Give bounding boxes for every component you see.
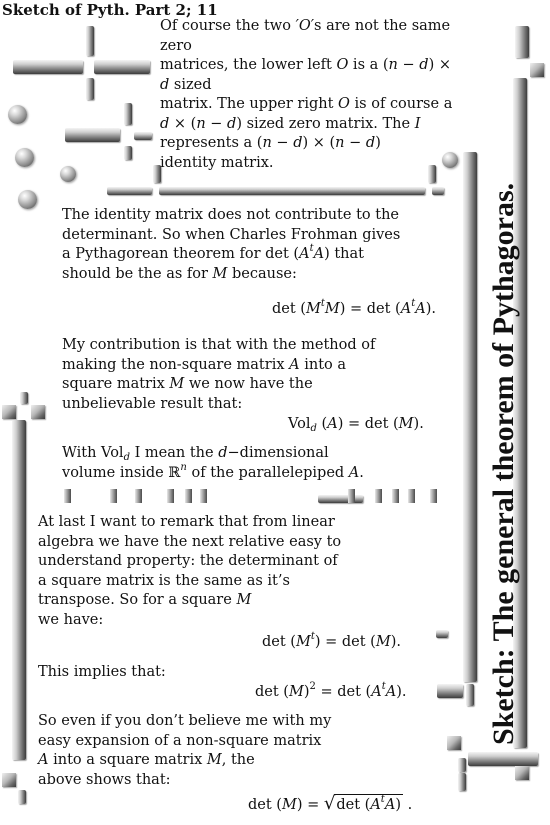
- decor-bar: [468, 752, 538, 766]
- decor-bar: [124, 146, 132, 160]
- decor-bar: [458, 773, 466, 791]
- page-title: Sketch of Pyth. Part 2; 11: [2, 1, 218, 19]
- decor-dash: [408, 489, 415, 503]
- decor-bar: [18, 790, 26, 804]
- decor-dash: [430, 489, 437, 503]
- decor-cube: [447, 736, 461, 750]
- decor-dash: [375, 489, 382, 503]
- decor-bar: [432, 187, 444, 195]
- decor-bar: [458, 758, 466, 772]
- decor-dash: [200, 489, 207, 503]
- equation-1: $\det (M^tM) = \det (A^tA)$.: [272, 298, 436, 317]
- decor-dash: [185, 489, 192, 503]
- decor-cube: [2, 405, 16, 419]
- decor-cube: [31, 405, 45, 419]
- decor-bar: [107, 187, 152, 195]
- paragraph-3: My contribution is that with the method of making the non-square matrix A into a square matrix M we now have the unbelievable result that:: [62, 337, 376, 412]
- decor-ball: [15, 148, 34, 167]
- decor-bar: [318, 495, 363, 503]
- paragraph-4: With Vol$_d$ I mean the d−dimensional volume inside ℝ$^n$ of the parallelepiped A.: [62, 445, 364, 481]
- decor-bar: [94, 60, 150, 74]
- decor-dash: [135, 489, 142, 503]
- decor-dash: [167, 489, 174, 503]
- decor-dash: [348, 489, 355, 503]
- decor-bar: [437, 684, 463, 698]
- decor-bar: [515, 26, 529, 58]
- equation-2: Vol$_d$ (A) = det (M).: [288, 416, 424, 434]
- decor-dash: [110, 489, 117, 503]
- decor-dash: [64, 489, 71, 503]
- paragraph-1: Of course the two ′O′s are not the same zero matrices, the lower left O is a (n − d) × d sized matrix. The upper right O is of course a d × (n − d) sized zero matrix. The I represents a (n − d) × (n − d) identity matrix.: [160, 18, 453, 171]
- paragraph-5: At last I want to remark that from linear algebra we have the next relative easy to understand property: the determinant of a square matrix is the same as it’s transpose. So for a square M we have:: [38, 514, 342, 628]
- decor-ball: [8, 105, 27, 124]
- decor-dash: [392, 489, 399, 503]
- decor-bar: [159, 187, 425, 195]
- decor-bar: [65, 128, 120, 142]
- decor-bar: [20, 392, 28, 404]
- paragraph-2: The identity matrix does not contribute to the determinant. So when Charles Frohman gives a Pythagorean theorem for $\det (A^tA)$ that should be the as for M because:: [62, 207, 401, 282]
- decor-cube: [515, 766, 529, 780]
- decor-bar: [124, 103, 132, 125]
- decor-bar: [463, 152, 477, 682]
- equation-3: $\det (M^t) = \det (M)$.: [262, 631, 401, 650]
- side-title: Sketch: The general theorem of Pythagoras.: [487, 182, 520, 745]
- equation-5: det (M) = √det $(A^tA)$ .: [248, 793, 413, 814]
- decor-cube: [530, 63, 544, 77]
- decor-bar: [12, 420, 26, 760]
- decor-bar: [86, 78, 94, 100]
- decor-cube: [2, 773, 16, 787]
- paragraph-6: This implies that:: [38, 664, 166, 680]
- decor-bar: [86, 26, 94, 56]
- decor-bar: [436, 630, 448, 638]
- decor-bar: [466, 684, 474, 706]
- decor-bar: [13, 60, 83, 74]
- paragraph-7: So even if you don’t believe me with my easy expansion of a non-square matrix A into a square matrix M, the above shows that:: [38, 713, 332, 788]
- decor-ball: [18, 190, 37, 209]
- decor-bar: [134, 132, 152, 140]
- decor-ball: [60, 166, 76, 182]
- equation-4: $\det (M)^2 = \det (A^tA)$.: [255, 681, 407, 700]
